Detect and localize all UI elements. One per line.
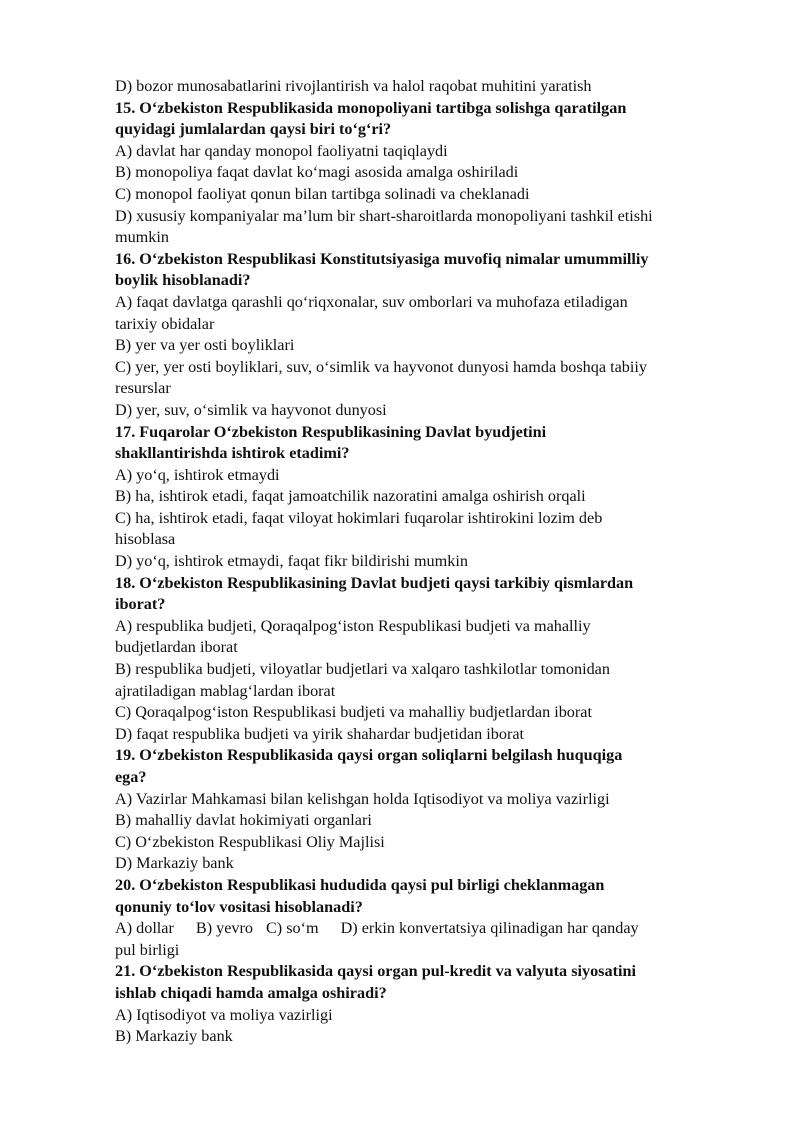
answer-line: B) Markaziy bank [115,1027,233,1046]
answer-line: hisoblasa [115,530,176,549]
question-line: shakllantirishda ishtirok etadimi? [115,444,350,463]
answer-line: resurslar [115,379,171,398]
question-line: quyidagi jumlalardan qaysi biri to‘g‘ri? [115,120,392,139]
answer-line: D) yer, suv, o‘simlik va hayvonot dunyosi [115,400,387,419]
answer-line: B) yer va yer osti boyliklari [115,336,295,355]
question-line: iborat? [115,595,166,614]
text-block-end [115,940,745,1048]
question-line: ishlab chiqadi hamda amalga oshiradi? [115,983,387,1002]
question-line: 20. O‘zbekiston Respublikasi hududida qaysi pul birligi cheklanmagan [115,875,605,894]
answer-line: B) ha, ishtirok etadi, faqat jamoatchilik nazoratini amalga oshirish orqali [115,487,586,506]
answer-line: C) ha, ishtirok etadi, faqat viloyat hokimlari fuqarolar ishtirokini lozim deb [115,508,603,527]
answer-line: A) faqat davlatga qarashli qo‘riqxonalar, suv omborlari va muhofaza etiladigan [115,292,628,311]
answer-line: A) Vazirlar Mahkamasi bilan kelishgan holda Iqtisodiyot va moliya vazirligi [115,789,610,808]
answer-line: B) mahalliy davlat hokimiyati organlari [115,811,372,830]
q20-options-row [115,918,745,940]
answer-line: B) monopoliya faqat davlat ko‘magi asosida amalga oshiriladi [115,163,519,182]
answer-line: B) respublika budjeti, viloyatlar budjetlari va xalqaro tashkilotlar tomonidan [115,660,610,679]
question-line: 17. Fuqarolar O‘zbekiston Respublikasining Davlat byudjetini [115,422,547,441]
q20-option-a: A) dollar [115,919,174,938]
text-block-main [115,76,745,918]
answer-line: D) yo‘q, ishtirok etmaydi, faqat fikr bildirishi mumkin [115,552,468,571]
answer-line: A) davlat har qanday monopol faoliyatni taqiqlaydi [115,141,448,160]
answer-line: A) respublika budjeti, Qoraqalpog‘iston Respublikasi budjeti va mahalliy [115,616,591,635]
answer-line: A) Iqtisodiyot va moliya vazirligi [115,1005,333,1024]
question-line: 19. O‘zbekiston Respublikasida qaysi organ soliqlarni belgilash huquqiga [115,746,623,765]
answer-line: tarixiy obidalar [115,314,215,333]
q20-option-d: D) erkin konvertatsiya qilinadigan har qanday [340,919,639,938]
question-line: 15. O‘zbekiston Respublikasida monopoliyani tartibga solishga qaratilgan [115,98,627,117]
answer-line: mumkin [115,228,169,247]
answer-line: pul birligi [115,940,180,959]
answer-line: C) Qoraqalpog‘iston Respublikasi budjeti va mahalliy budjetlardan iborat [115,703,592,722]
answer-line: D) xususiy kompaniyalar ma’lum bir shart-sharoitlarda monopoliyani tashkil etishi [115,206,653,225]
answer-line: D) faqat respublika budjeti va yirik shahardar budjetidan iborat [115,724,525,743]
answer-line: D) Markaziy bank [115,854,234,873]
question-line: ega? [115,768,147,786]
answer-line: C) O‘zbekiston Respublikasi Oliy Majlisi [115,832,385,851]
question-line: 16. O‘zbekiston Respublikasi Konstitutsiyasiga muvofiq nimalar umummilliy [115,249,649,268]
question-line: qonuniy to‘lov vositasi hisoblanadi? [115,897,363,916]
answer-line: budjetlardan iborat [115,638,238,657]
answer-line: A) yo‘q, ishtirok etmaydi [115,465,280,484]
answer-line: D) bozor munosabatlarini rivojlantirish va halol raqobat muhitini yaratish [115,77,592,95]
q20-option-b: B) yevro [195,919,253,938]
q20-option-c: C) so‘m [265,919,319,938]
answer-line: ajratiladigan mablag‘lardan iborat [115,681,336,700]
question-line: boylik hisoblanadi? [115,271,251,290]
answer-line: C) monopol faoliyat qonun bilan tartibga solinadi va cheklanadi [115,184,530,203]
question-line: 18. O‘zbekiston Respublikasining Davlat budjeti qaysi tarkibiy qismlardan [115,573,634,592]
answer-line: C) yer, yer osti boyliklari, suv, o‘simlik va hayvonot dunyosi hamda boshqa tabiiy [115,357,647,376]
question-line: 21. O‘zbekiston Respublikasida qaysi organ pul-kredit va valyuta siyosatini [115,962,636,981]
document-page [115,76,745,1048]
